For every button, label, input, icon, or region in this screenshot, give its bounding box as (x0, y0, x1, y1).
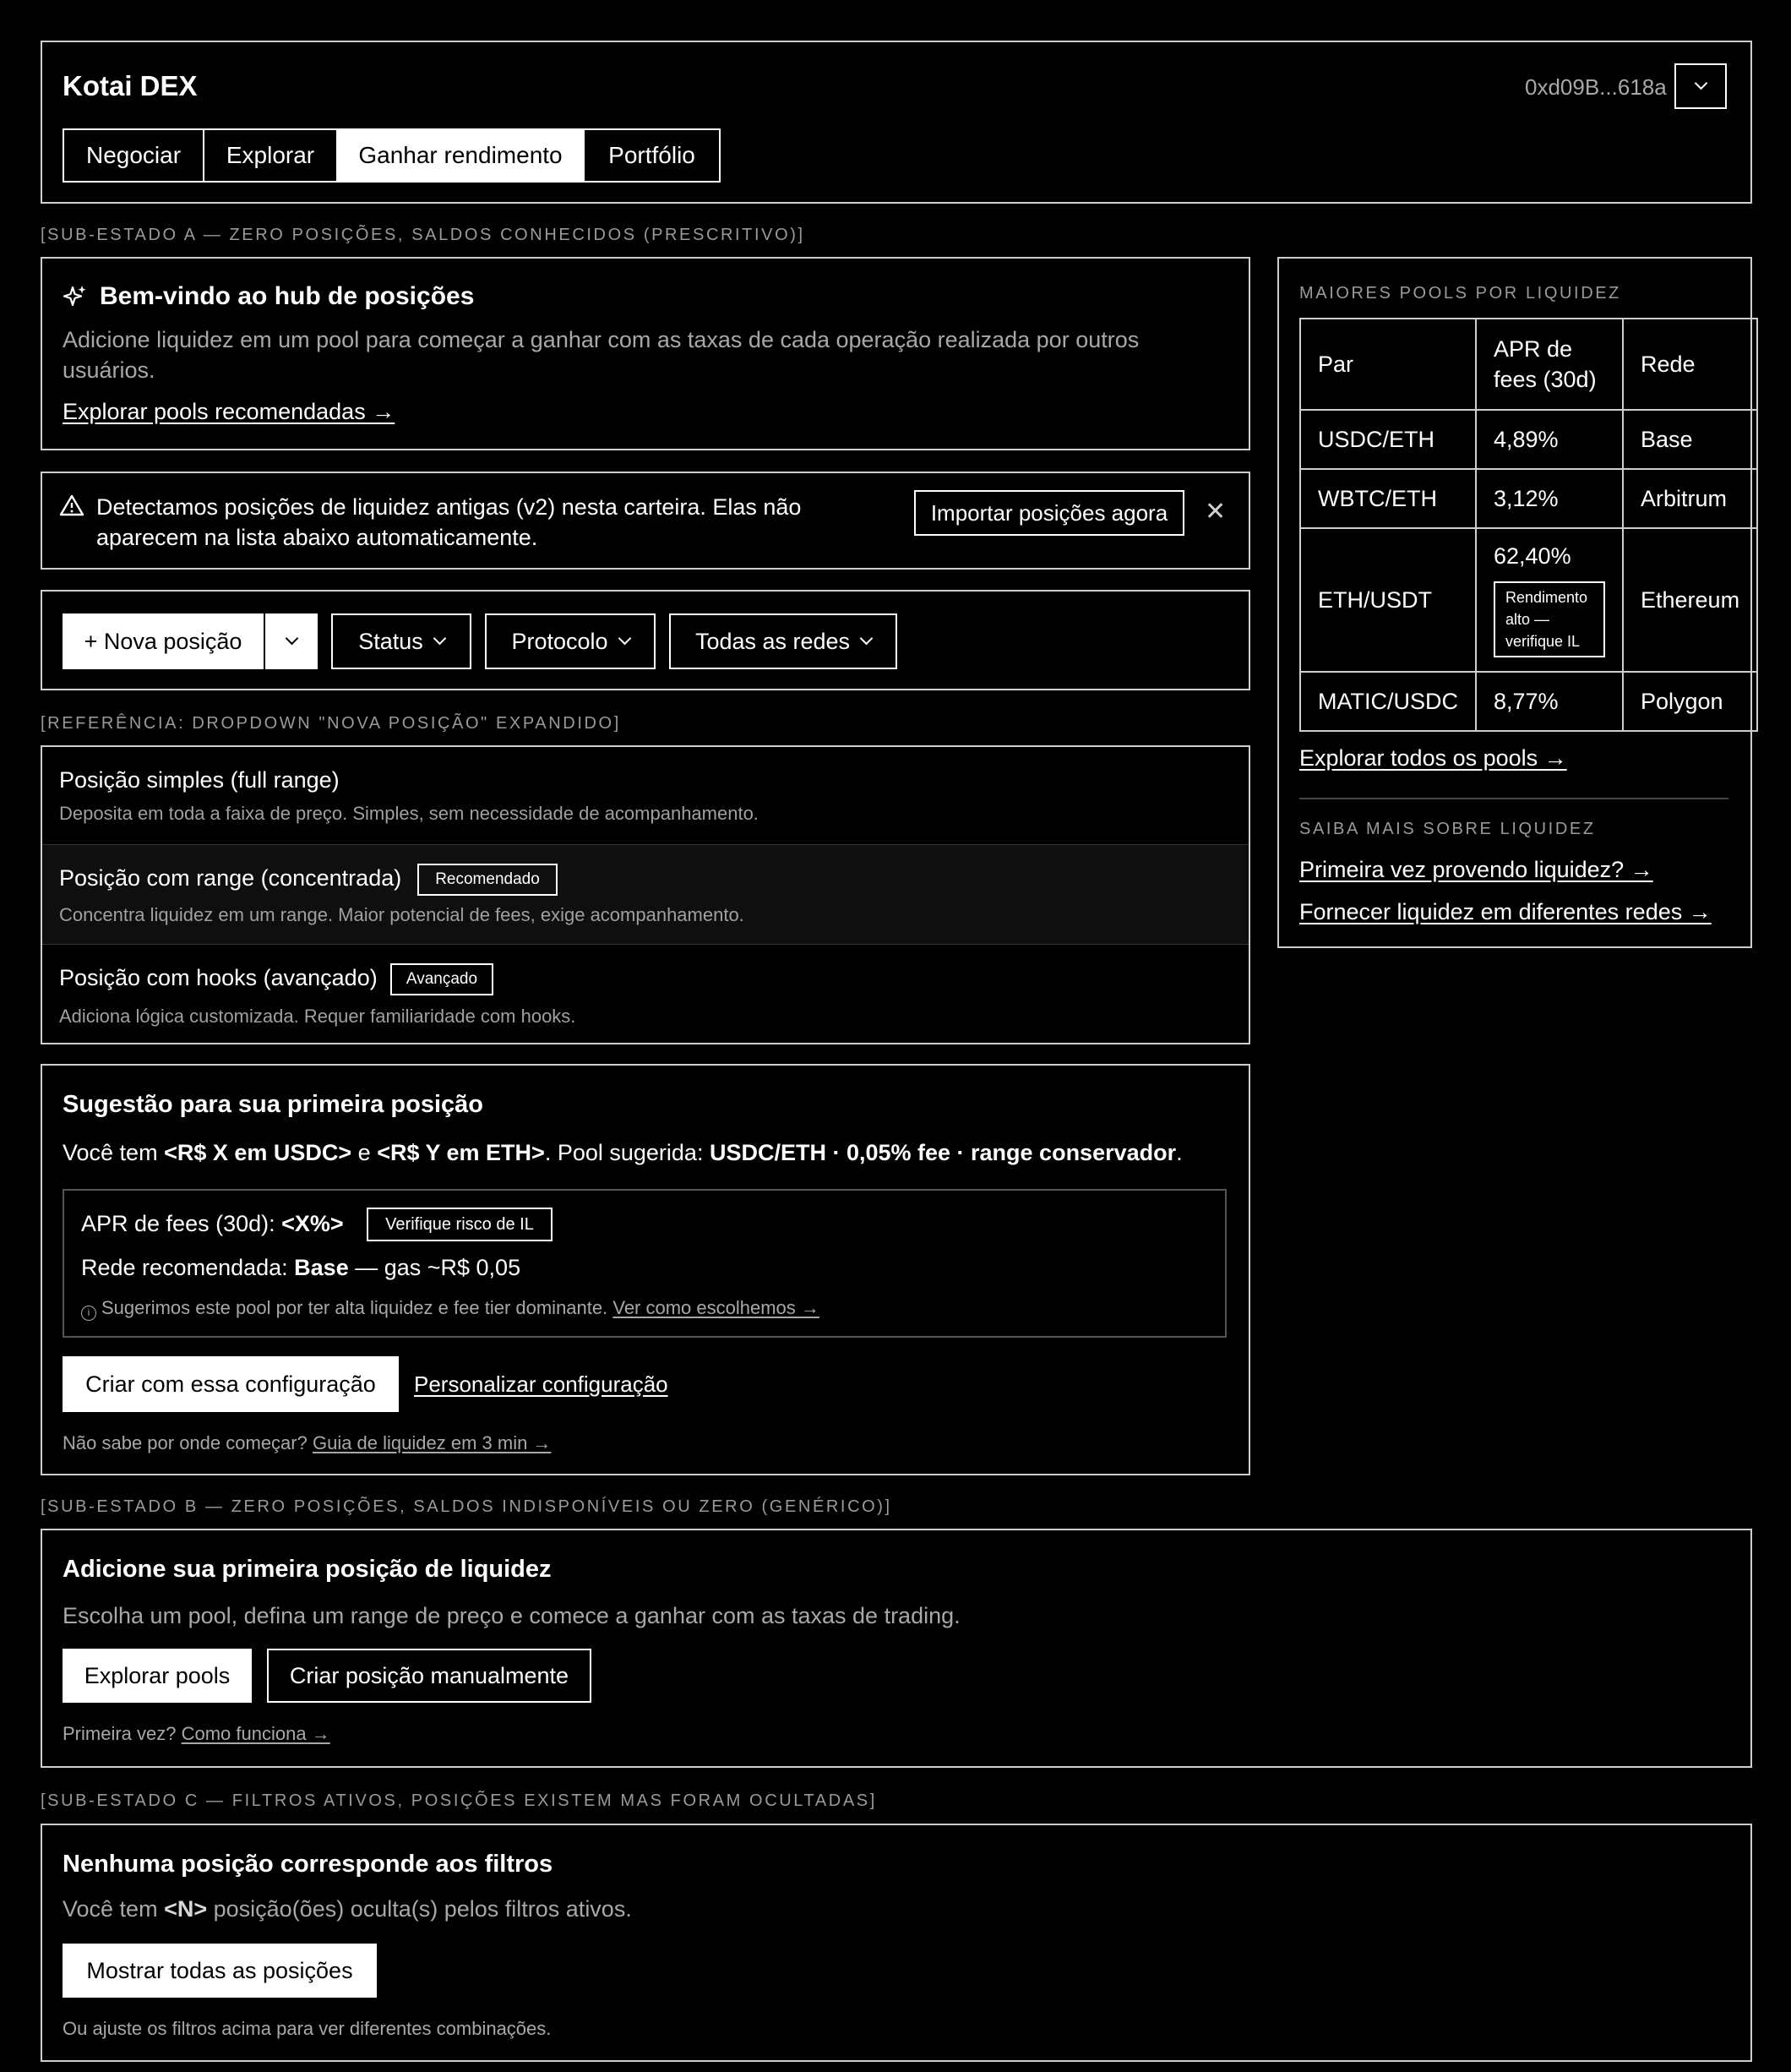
pool-apr: 8,77% (1476, 672, 1623, 731)
menu-item-concentrated[interactable] (42, 845, 1249, 945)
create-with-config-button[interactable]: Criar com essa configuração (63, 1356, 399, 1412)
generic-empty-body: Escolha um pool, defina um range de preço e comece a ganhar com as taxas de trading. (63, 1603, 961, 1628)
substate-a-caption: [SUB-ESTADO A — ZERO POSIÇÕES, SALDOS CONHECIDOS (PRESCRITIVO)] (41, 226, 805, 244)
hidden-count: <N> (164, 1896, 208, 1922)
filtered-empty-title: Nenhuma posição corresponde aos filtros (63, 1851, 553, 1878)
adjust-filters-hint: Ou ajuste os filtros acima para ver diferentes combinações. (63, 2018, 552, 2039)
substate-b-caption: [SUB-ESTADO B — ZERO POSIÇÕES, SALDOS INDISPONÍVEIS OU ZERO (GENÉRICO)] (41, 1497, 892, 1516)
pool-pair: ETH/USDT (1300, 528, 1476, 672)
pool-network: Arbitrum (1623, 469, 1757, 528)
suggestion-note: i Sugerimos este pool por ter alta liquidez e fee tier dominante. Ver como escolhemos → (81, 1297, 819, 1319)
tab-ganhar-rendimento[interactable]: Ganhar rendimento (338, 130, 583, 181)
liquidity-guide-link[interactable]: Guia de liquidez em 3 min → (312, 1432, 552, 1453)
top-pools-table (1299, 318, 1758, 732)
alert-text: Detectamos posições de liquidez antigas (v2) nesta carteira. Elas não aparecem na lista abaixo automaticamente. (96, 494, 802, 550)
welcome-title: Bem-vindo ao hub de posições (100, 282, 475, 310)
multi-network-liquidity-link[interactable]: Fornecer liquidez em diferentes redes → (1299, 899, 1712, 924)
pools-sidebar (1277, 257, 1752, 948)
tab-portfolio[interactable]: Portfólio (583, 130, 719, 181)
explore-recommended-link[interactable]: Explorar pools recomendadas → (63, 399, 395, 424)
chevron-down-icon (860, 631, 874, 645)
nav-tabs (63, 128, 721, 183)
menu-item-hooks[interactable] (42, 945, 1249, 1044)
menu-item-full-range[interactable] (42, 747, 1249, 845)
pool-apr: 3,12% (1476, 469, 1623, 528)
table-header-row (1300, 319, 1757, 410)
pool-apr: 4,89% (1476, 410, 1623, 469)
suggestion-line: Você tem <R$ X em USDC> e <R$ Y em ETH>. Pool sugerida: USDC/ETH · 0,05% fee · range conservador. (63, 1140, 1183, 1165)
apr-line: APR de fees (30d): <X%> (81, 1211, 344, 1236)
column-header-pair: Par (1300, 319, 1476, 410)
warning-icon (59, 493, 84, 517)
import-positions-button[interactable]: Importar posições agora (914, 490, 1184, 536)
suggestion-title: Sugestão para sua primeira posição (63, 1091, 484, 1118)
pool-pair: WBTC/ETH (1300, 469, 1476, 528)
how-we-choose-link[interactable]: Ver como escolhemos → (612, 1297, 819, 1318)
new-position-dropdown-menu (41, 745, 1250, 1044)
chevron-down-icon (1694, 76, 1707, 90)
empty-state-generic-card (41, 1529, 1752, 1768)
sparkles-icon (63, 284, 88, 309)
status-filter[interactable]: Status (331, 613, 471, 669)
chevron-down-icon (285, 631, 298, 645)
suggestion-details (63, 1189, 1227, 1338)
eth-balance: <R$ Y em ETH> (377, 1140, 545, 1165)
il-risk-badge: Verifique risco de IL (367, 1208, 553, 1241)
pool-apr-cell (1476, 528, 1623, 672)
table-row[interactable] (1300, 528, 1757, 672)
create-manual-position-button[interactable]: Criar posição manualmente (267, 1649, 591, 1703)
usdc-balance: <R$ X em USDC> (164, 1140, 352, 1165)
tab-explorar[interactable]: Explorar (204, 130, 338, 181)
welcome-card (41, 257, 1250, 450)
explore-all-pools-link[interactable]: Explorar todos os pools → (1299, 745, 1567, 771)
new-position-dropdown-toggle[interactable] (264, 613, 318, 669)
tab-negociar[interactable]: Negociar (64, 130, 204, 181)
top-pools-caption: MAIORES POOLS POR LIQUIDEZ (1299, 284, 1621, 303)
recommended-badge: Recomendado (417, 864, 558, 896)
customize-config-link[interactable]: Personalizar configuração (414, 1371, 668, 1397)
welcome-body: Adicione liquidez em um pool para começar a ganhar com as taxas de cada operação realizada por outros usuários. (63, 327, 1140, 383)
wallet-menu-button[interactable] (1674, 63, 1727, 109)
positions-toolbar (41, 590, 1250, 690)
networks-filter[interactable]: Todas as redes (669, 613, 897, 669)
how-it-works-link[interactable]: Como funciona → (181, 1723, 330, 1744)
pool-pair: MATIC/USDC (1300, 672, 1476, 731)
menu-item-desc: Deposita em toda a faixa de preço. Simples, sem necessidade de acompanhamento. (59, 803, 759, 824)
suggestion-card (41, 1064, 1250, 1475)
learn-more-caption: SAIBA MAIS SOBRE LIQUIDEZ (1299, 820, 1596, 838)
how-it-works-line: Primeira vez? Como funciona → (63, 1723, 330, 1744)
pool-pair: USDC/ETH (1300, 410, 1476, 469)
substate-c-caption: [SUB-ESTADO C — FILTROS ATIVOS, POSIÇÕES EXISTEM MAS FORAM OCULTADAS] (41, 1791, 877, 1810)
menu-item-title: Posição simples (full range) (59, 767, 340, 793)
table-row[interactable] (1300, 672, 1757, 731)
new-position-button[interactable]: + Nova posição (63, 613, 264, 669)
network-value: Base (294, 1255, 349, 1280)
menu-item-desc: Adiciona lógica customizada. Requer familiaridade com hooks. (59, 1006, 576, 1027)
menu-item-title: Posição com hooks (avançado) (59, 965, 378, 990)
wallet-address[interactable]: 0xd09B...618a (1525, 74, 1667, 100)
show-all-positions-button[interactable]: Mostrar todas as posições (63, 1944, 377, 1998)
high-yield-warning-badge: Rendimento alto — verifique IL (1494, 581, 1605, 657)
explore-pools-button[interactable]: Explorar pools (63, 1649, 252, 1703)
column-header-apr: APR de fees (30d) (1476, 319, 1623, 410)
sidebar-divider (1299, 798, 1728, 799)
hidden-positions-text: Você tem <N> posição(ões) oculta(s) pelos filtros ativos. (63, 1896, 632, 1922)
filtered-empty-card (41, 1824, 1752, 2062)
advanced-badge: Avançado (390, 963, 493, 995)
close-icon[interactable]: ✕ (1205, 498, 1227, 526)
protocol-filter[interactable]: Protocolo (485, 613, 656, 669)
apr-value: <X%> (281, 1211, 344, 1236)
pool-network: Base (1623, 410, 1757, 469)
menu-item-title: Posição com range (concentrada) (59, 865, 402, 891)
pool-network: Polygon (1623, 672, 1757, 731)
table-row[interactable] (1300, 410, 1757, 469)
app-header (41, 41, 1752, 204)
menu-item-desc: Concentra liquidez em um range. Maior potencial de fees, exige acompanhamento. (59, 904, 744, 925)
pool-apr: 62,40% (1494, 543, 1571, 569)
network-line: Rede recomendada: Base — gas ~R$ 0,05 (81, 1255, 521, 1280)
table-row[interactable] (1300, 469, 1757, 528)
generic-empty-title: Adicione sua primeira posição de liquidez (63, 1556, 552, 1583)
column-header-network: Rede (1623, 319, 1757, 410)
app-title: Kotai DEX (63, 70, 198, 101)
dropdown-reference-caption: [REFERÊNCIA: DROPDOWN "NOVA POSIÇÃO" EXPANDIDO] (41, 714, 621, 733)
chevron-down-icon (433, 631, 446, 645)
suggested-pool: USDC/ETH · 0,05% fee · range conservador (709, 1140, 1177, 1165)
legacy-positions-alert (41, 472, 1250, 570)
info-icon: i (81, 1306, 96, 1321)
liquidity-guide-line: Não sabe por onde começar? Guia de liquidez em 3 min → (63, 1432, 552, 1453)
pool-network: Ethereum (1623, 528, 1757, 672)
chevron-down-icon (618, 631, 631, 645)
first-time-liquidity-link[interactable]: Primeira vez provendo liquidez? → (1299, 857, 1653, 882)
